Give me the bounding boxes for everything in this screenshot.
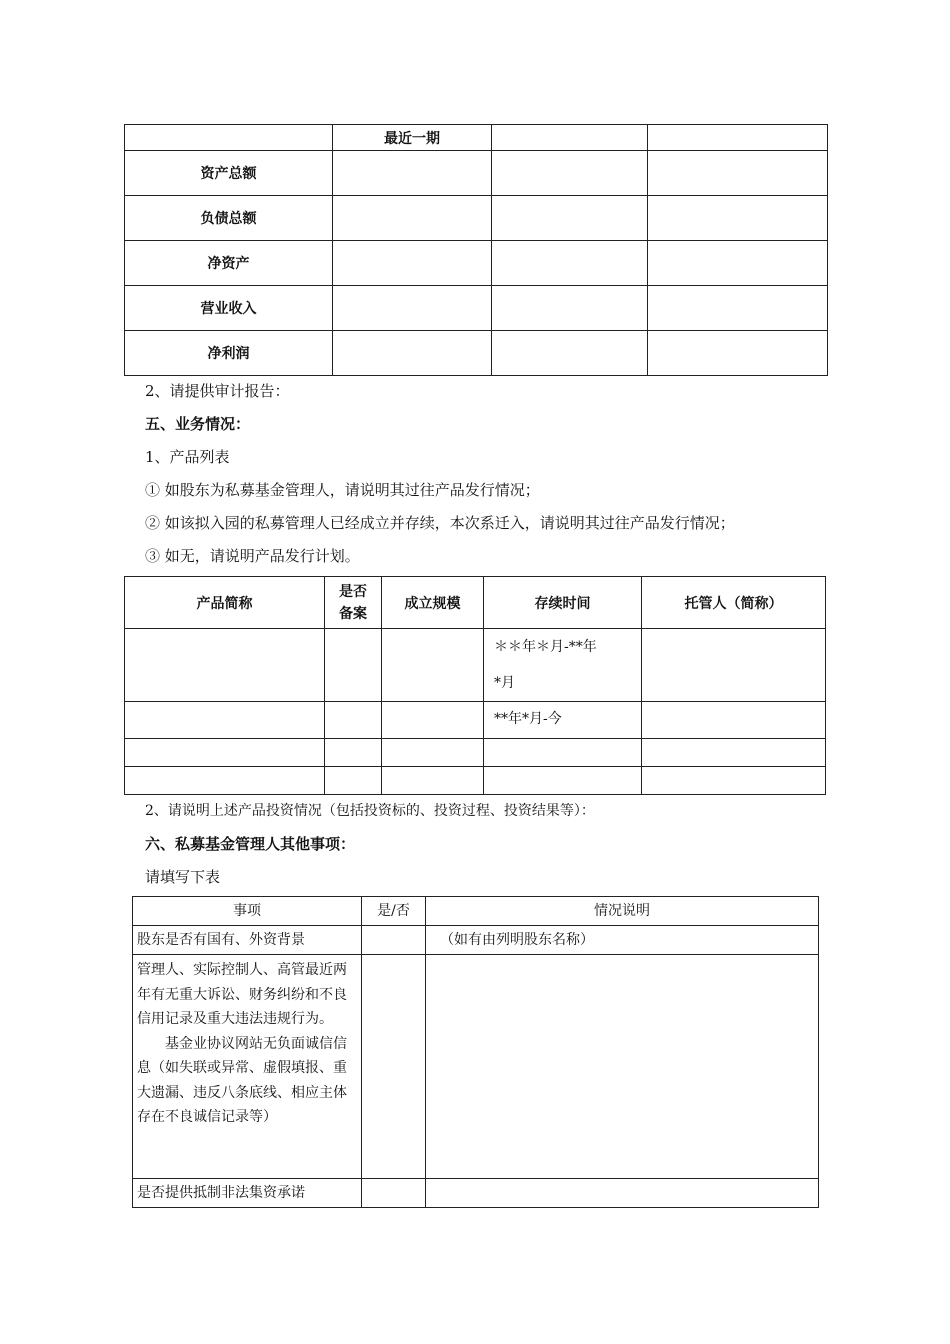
financial-row bbox=[125, 196, 828, 241]
product-cell bbox=[382, 702, 484, 739]
product-cell bbox=[325, 739, 382, 767]
matter-desc bbox=[426, 1179, 819, 1208]
header-item: 事项 bbox=[133, 897, 362, 926]
financial-cell bbox=[333, 151, 492, 196]
matter-item-part1: 管理人、实际控制人、高管最近两年有无重大诉讼、财务纠纷和不良信用记录及重大违法违规行为。 bbox=[137, 962, 347, 1027]
product-row bbox=[125, 739, 826, 767]
product-cell bbox=[325, 629, 382, 702]
header-custodian: 托管人（简称） bbox=[642, 577, 826, 629]
instruction-item-1: ① 如股东为私募基金管理人，请说明其过往产品发行情况； bbox=[145, 481, 540, 499]
financial-row-label: 净利润 bbox=[125, 331, 333, 376]
product-cell bbox=[325, 702, 382, 739]
financial-table bbox=[124, 124, 828, 376]
product-duration-cell bbox=[484, 629, 642, 702]
fill-table-label: 请填写下表 bbox=[145, 868, 221, 886]
investment-text: 2、请说明上述产品投资情况（包括投资标的、投资过程、投资结果等）： bbox=[145, 803, 595, 819]
duration-line2: *月 bbox=[494, 675, 515, 691]
financial-row-label: 负债总额 bbox=[125, 196, 333, 241]
header-yesno: 是/否 bbox=[362, 897, 426, 926]
matter-item: 是否提供抵制非法集资承诺 bbox=[133, 1179, 362, 1208]
financial-cell bbox=[492, 151, 648, 196]
header-duration: 存续时间 bbox=[484, 577, 642, 629]
financial-cell bbox=[648, 331, 828, 376]
matters-table bbox=[132, 896, 819, 1208]
financial-cell bbox=[333, 286, 492, 331]
product-cell bbox=[325, 767, 382, 795]
matters-header-row bbox=[133, 897, 819, 926]
section-6-title: 六、私募基金管理人其他事项： bbox=[145, 835, 356, 853]
header-filed-line2: 备案 bbox=[339, 605, 367, 622]
financial-cell bbox=[492, 286, 648, 331]
financial-cell bbox=[492, 331, 648, 376]
product-cell bbox=[125, 739, 325, 767]
product-table bbox=[124, 576, 826, 795]
product-cell bbox=[125, 702, 325, 739]
product-cell bbox=[484, 767, 642, 795]
header-product-name: 产品简称 bbox=[125, 577, 325, 629]
matter-yesno bbox=[362, 926, 426, 955]
instruction-item-2: ② 如该拟入园的私募管理人已经成立并存续，本次系迁入，请说明其过往产品发行情况； bbox=[145, 514, 735, 532]
header-scale: 成立规模 bbox=[382, 577, 484, 629]
product-list-label: 1、产品列表 bbox=[145, 448, 230, 466]
matters-row bbox=[133, 1179, 819, 1208]
section-5-title: 五、业务情况： bbox=[145, 415, 251, 433]
financial-row-label: 资产总额 bbox=[125, 151, 333, 196]
matter-yesno bbox=[362, 955, 426, 1179]
financial-row bbox=[125, 151, 828, 196]
product-row bbox=[125, 702, 826, 739]
financial-header-cell bbox=[125, 125, 333, 151]
financial-cell bbox=[648, 241, 828, 286]
matter-yesno bbox=[362, 1179, 426, 1208]
product-cell bbox=[642, 739, 826, 767]
header-filed-line1: 是否 bbox=[339, 583, 367, 600]
financial-header-cell bbox=[492, 125, 648, 151]
matter-desc bbox=[426, 955, 819, 1179]
financial-header-cell: 最近一期 bbox=[333, 125, 492, 151]
header-desc: 情况说明 bbox=[426, 897, 819, 926]
financial-row bbox=[125, 331, 828, 376]
product-duration-cell: **年*月-今 bbox=[484, 702, 642, 739]
product-cell bbox=[642, 629, 826, 702]
financial-cell bbox=[333, 331, 492, 376]
matters-row bbox=[133, 955, 819, 1179]
financial-cell bbox=[492, 196, 648, 241]
financial-row bbox=[125, 286, 828, 331]
matter-item bbox=[133, 955, 362, 1179]
product-cell bbox=[484, 739, 642, 767]
financial-cell bbox=[333, 196, 492, 241]
matters-row bbox=[133, 926, 819, 955]
duration-line1: ＊＊年＊月-**年 bbox=[494, 639, 597, 655]
financial-row-label: 净资产 bbox=[125, 241, 333, 286]
financial-cell bbox=[648, 286, 828, 331]
product-cell bbox=[382, 767, 484, 795]
product-cell bbox=[125, 629, 325, 702]
financial-row bbox=[125, 241, 828, 286]
financial-cell bbox=[333, 241, 492, 286]
product-cell bbox=[382, 739, 484, 767]
product-row bbox=[125, 629, 826, 702]
financial-header-row bbox=[125, 125, 828, 151]
matter-item-part2: 基金业协议网站无负面诚信信息（如失联或异常、虚假填报、重大遗漏、违反八条底线、相应主体存在不良诚信记录等） bbox=[137, 1035, 347, 1125]
audit-report-text: 2、请提供审计报告： bbox=[145, 382, 290, 400]
product-cell bbox=[125, 767, 325, 795]
product-cell bbox=[642, 767, 826, 795]
product-row bbox=[125, 767, 826, 795]
financial-row-label: 营业收入 bbox=[125, 286, 333, 331]
instruction-item-3: ③ 如无，请说明产品发行计划。 bbox=[145, 547, 360, 565]
financial-cell bbox=[648, 151, 828, 196]
financial-cell bbox=[492, 241, 648, 286]
financial-cell bbox=[648, 196, 828, 241]
financial-header-cell bbox=[648, 125, 828, 151]
matter-desc: （如有由列明股东名称） bbox=[426, 926, 819, 955]
matter-item: 股东是否有国有、外资背景 bbox=[133, 926, 362, 955]
product-header-row bbox=[125, 577, 826, 629]
product-cell bbox=[382, 629, 484, 702]
header-filed bbox=[325, 577, 382, 629]
product-cell bbox=[642, 702, 826, 739]
